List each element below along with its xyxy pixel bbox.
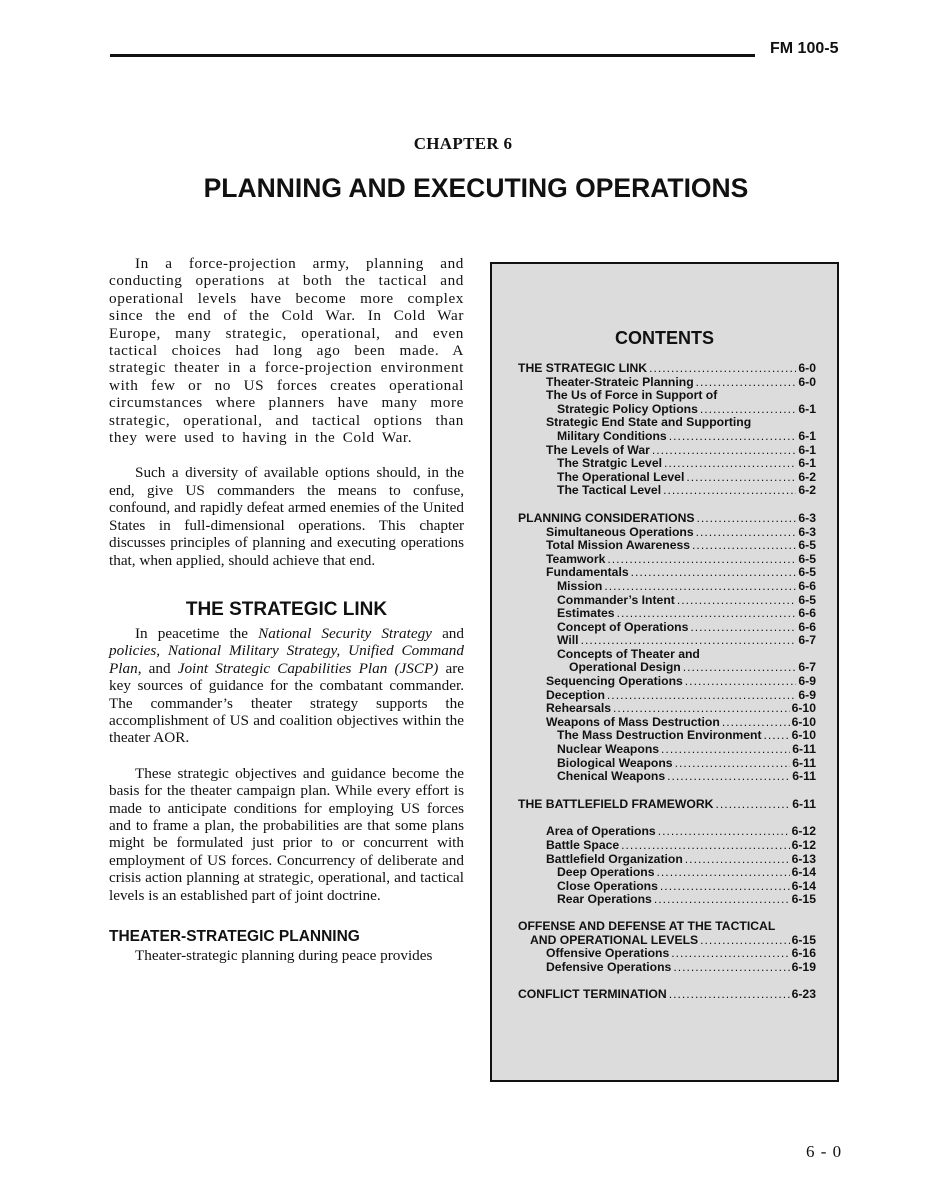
toc-entry: Deception ..... 6-9 [518, 689, 816, 703]
document-id: FM 100-5 [770, 40, 839, 57]
toc-entry: Nuclear Weapons ..... 6-11 [518, 743, 816, 757]
toc-entry: OFFENSE AND DEFENSE AT THE TACTICAL [518, 918, 776, 933]
toc-entry: THE STRATEGIC LINK ..... 6-0 [518, 362, 816, 376]
italic-nss: National Security Strategy [258, 624, 432, 642]
strategic-link-paragraph-1 [109, 625, 464, 747]
toc-entry: Strategic Policy Options ..... 6-1 [518, 403, 816, 417]
toc-entry: Defensive Operations ..... 6-19 [518, 961, 816, 975]
toc-entry: The Stratgic Level ..... 6-1 [518, 457, 816, 471]
chapter-label: CHAPTER 6 [413, 134, 513, 153]
toc-entry: Fundamentals ..... 6-5 [518, 566, 816, 580]
toc-entry: Commander’s Intent ..... 6-5 [518, 594, 816, 608]
toc-entry: Strategic End State and Supporting [546, 415, 752, 430]
toc-entry: Total Mission Awareness ..... 6-5 [518, 539, 816, 553]
toc-entry: Mission ..... 6-6 [518, 580, 816, 594]
toc-entry: Will ..... 6-7 [518, 634, 816, 648]
chapter-title: PLANNING AND EXECUTING OPERATIONS [203, 173, 749, 203]
toc-entry: Military Conditions ..... 6-1 [518, 430, 816, 444]
toc-entry: Deep Operations ..... 6-14 [518, 866, 816, 880]
toc-entry: Rehearsals ..... 6-10 [518, 702, 816, 716]
subsection-heading-theater-strategic-planning: THEATER-STRATEGIC PLANNING [109, 928, 360, 945]
theater-strategic-paragraph-1: Theater-strategic planning during peace provides [135, 947, 433, 964]
toc-entry: Chenical Weapons ..... 6-11 [518, 770, 816, 784]
toc-entry: The Operational Level ..... 6-2 [518, 471, 816, 485]
text-run: In peacetime the [135, 624, 259, 642]
toc-entry: Weapons of Mass Destruction ..... 6-10 [518, 716, 816, 730]
page-number: 6 - 0 [806, 1142, 843, 1161]
toc-entry: CONFLICT TERMINATION ..... 6-23 [518, 988, 816, 1002]
toc-entry: Operational Design ..... 6-7 [518, 661, 816, 675]
toc-entry: Sequencing Operations ..... 6-9 [518, 675, 816, 689]
contents-box [490, 262, 839, 1082]
body-column [109, 255, 464, 964]
toc-entry: The Tactical Level ..... 6-2 [518, 484, 816, 498]
toc-entry: Theater-Strateic Planning ..... 6-0 [518, 376, 816, 390]
section-heading-strategic-link: THE STRATEGIC LINK [185, 598, 388, 620]
contents-title: CONTENTS [615, 328, 714, 348]
toc-entry: Area of Operations ..... 6-12 [518, 825, 816, 839]
toc-entry: Biological Weapons ..... 6-11 [518, 757, 816, 771]
toc-entry: Concept of Operations ..... 6-6 [518, 621, 816, 635]
toc-entry: Close Operations ..... 6-14 [518, 880, 816, 894]
spacer [518, 811, 816, 825]
spacer [518, 974, 816, 988]
text-run: and [431, 624, 464, 642]
toc-entry: The Us of Force in Support of [546, 388, 718, 403]
toc-entry: PLANNING CONSIDERATIONS ..... 6-3 [518, 512, 816, 526]
contents-list [518, 362, 816, 1002]
text-run: , and [137, 659, 178, 677]
intro-paragraph-2: Such a diversity of available options should, in the end, give US commanders the means to confuse, confound, and rapidly defeat armed enemies of the United States in full-dimensional operations. This chapter discusses principles of planning and executing operations that, when applied, should achieve that end. [109, 464, 464, 569]
spacer [518, 784, 816, 798]
toc-entry: Teamwork ..... 6-5 [518, 553, 816, 567]
toc-entry: The Levels of War ..... 6-1 [518, 444, 816, 458]
toc-entry: Estimates ..... 6-6 [518, 607, 816, 621]
toc-entry: Battlefield Organization ..... 6-13 [518, 853, 816, 867]
toc-entry: Battle Space ..... 6-12 [518, 839, 816, 853]
toc-entry: Offensive Operations ..... 6-16 [518, 947, 816, 961]
toc-entry: The Mass Destruction Environment ..... 6-10 [518, 729, 816, 743]
toc-entry: Concepts of Theater and [557, 646, 700, 661]
italic-jscp: Joint Strategic Capabilities Plan (JSCP) [177, 659, 439, 677]
intro-paragraph-1: In a force-projection army, planning and conducting operations at both the tactical and operational levels have become more complex since the end of the Cold War. In Cold War Europe, many strategic, operational, and even tactical choices had long ago been made. A strategic theater in a force-projection environment with few or no US forces creates operational circumstances where planners have many more strategic, operational, and tactical options than they were used to having in the Cold War. [109, 255, 464, 447]
toc-entry: AND OPERATIONAL LEVELS ..... 6-15 [518, 934, 816, 948]
toc-entry: Rear Operations ..... 6-15 [518, 893, 816, 907]
strategic-link-paragraph-2: These strategic objectives and guidance become the basis for the theater campaign plan. While every effort is made to anticipate conditions for employing US forces and to frame a plan, the probabilities are that some plans might be formulated just prior to or concurrent with employment of US forces. Concurrency of deliberate and crisis action planning at strategic, operational, and tactical levels is an established part of joint doctrine. [109, 764, 464, 904]
toc-entry: THE BATTLEFIELD FRAMEWORK ..... 6-11 [518, 798, 816, 812]
italic-nms: policies, National Military Strategy, Unified Command Plan [109, 642, 464, 677]
header-rule [110, 54, 755, 57]
toc-entry: Simultaneous Operations ..... 6-3 [518, 526, 816, 540]
spacer [518, 498, 816, 512]
text-run: are key sources of guidance for the combatant commander. The commander’s theater strategy supports the accomplishment of US and coalition objectives within the theater AOR. [109, 659, 464, 747]
